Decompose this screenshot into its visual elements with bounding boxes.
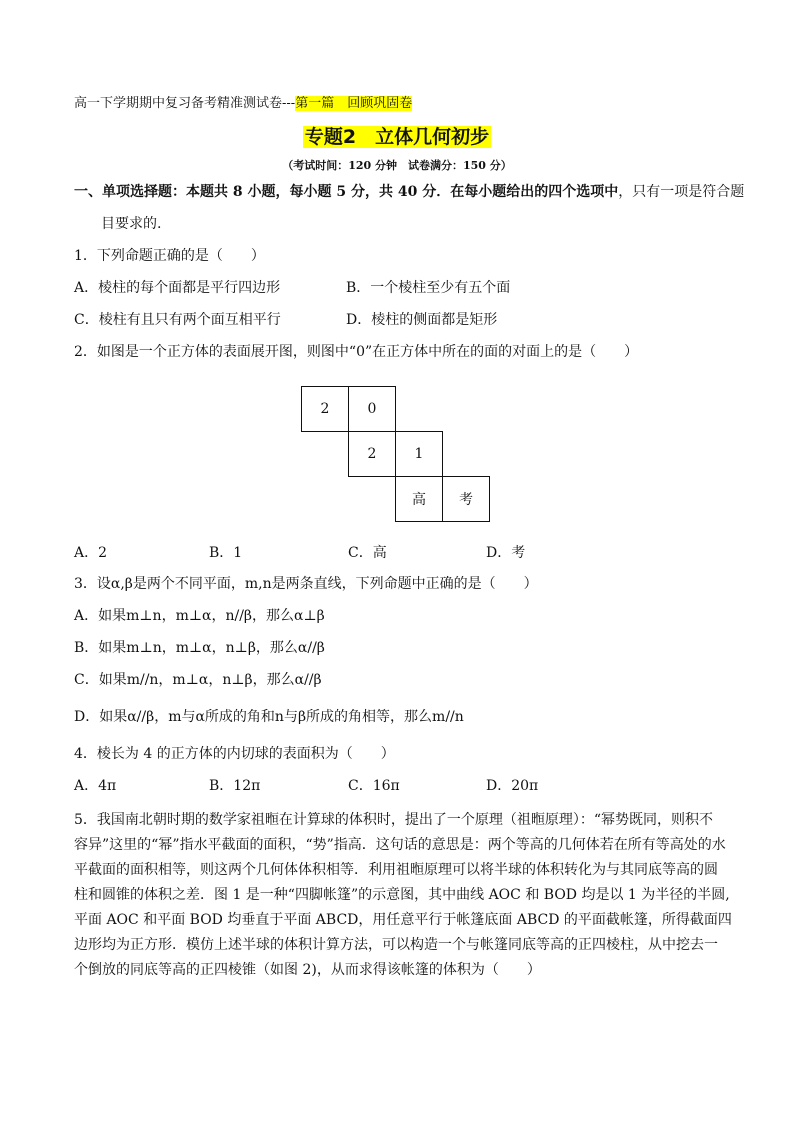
net-cell: 2: [301, 386, 349, 432]
net-cell: 高: [395, 476, 443, 522]
question-5-line: 容异”这里的“幂”指水平截面的面积，“势”指高．这句话的意思是：两个等高的几何体若在所有等高处的水: [74, 837, 726, 853]
header-prefix: 高一下学期期中复习备考精准测试卷---: [74, 96, 296, 111]
cube-net-diagram: [301, 386, 489, 521]
question-3-option-a: A．如果m⊥n，m⊥α，n//β，那么α⊥β: [74, 608, 325, 624]
question-5-line: 5．我国南北朝时期的数学家祖暅在计算球的体积时，提出了一个原理（祖暅原理）：“幂势既同，则积不: [74, 812, 714, 828]
section-emphasis: 四个选项中: [548, 184, 619, 200]
question-1-option-b: B．一个棱柱至少有五个面: [346, 280, 511, 296]
title-text: 专题2 立体几何初步: [304, 126, 490, 148]
question-5-line: 平面 AOC 和平面 BOD 均垂直于平面 ABCD，用任意平行于帐篷底面 ABCD 的平面截帐篷，所得截面四: [74, 912, 732, 928]
section-rules: 本题共 8 小题，每小题 5 分，共 40 分．在每小题给出的: [186, 184, 549, 200]
question-3-stem: 3．设α,β是两个不同平面，m,n是两条直线，下列命题中正确的是（ ）: [74, 576, 538, 592]
question-1-option-c: C．棱柱有且只有两个面互相平行: [74, 312, 281, 328]
question-4-option-d: D．20π: [486, 778, 539, 794]
question-2-option-d: D．考: [486, 545, 526, 561]
section-label: 一、单项选择题：: [74, 184, 186, 200]
question-5-line: 柱和圆锥的体积之差．图 1 是一种“四脚帐篷”的示意图，其中曲线 AOC 和 BOD 均是以 1 为半径的半圆,: [74, 887, 730, 903]
question-4-option-c: C．16π: [348, 778, 400, 794]
question-4-stem: 4．棱长为 4 的正方体的内切球的表面积为（ ）: [74, 746, 395, 762]
question-2-option-b: B．1: [209, 545, 243, 561]
question-5-stem: [74, 808, 734, 983]
question-2-option-c: C．高: [348, 545, 387, 561]
exam-info: （考试时间：120 分钟 试卷满分：150 分）: [282, 159, 512, 172]
net-cell: 1: [395, 431, 443, 477]
question-4-option-b: B．12π: [209, 778, 261, 794]
question-1-option-d: D．棱柱的侧面都是矩形: [346, 312, 498, 328]
question-3-option-c: C．如果m//n，m⊥α，n⊥β，那么α//β: [74, 672, 322, 688]
question-4-option-a: A．4π: [74, 778, 117, 794]
question-5-line: 边形均为正方形．模仿上述半球的体积计算方法，可以构造一个与帐篷同底等高的正四棱柱，从中挖去一: [74, 937, 718, 953]
section-rules-tail: ，只有一项是符合题: [618, 184, 745, 200]
question-3-option-d: D．如果α//β，m与α所成的角和n与β所成的角相等，那么m//n: [74, 709, 464, 725]
question-5-line: 个倒放的同底等高的正四棱锥（如图 2)，从而求得该帐篷的体积为（ ）: [74, 962, 541, 978]
section-heading-line2: 目要求的.: [101, 216, 162, 232]
page-title: [0, 123, 794, 151]
net-cell: 考: [442, 476, 490, 522]
header-highlight: 第一篇 回顾巩固卷: [295, 96, 413, 111]
question-1-option-a: A．棱柱的每个面都是平行四边形: [74, 280, 281, 296]
net-cell: 2: [348, 431, 396, 477]
section-heading: [74, 182, 744, 202]
question-1-stem: 1．下列命题正确的是（ ）: [74, 248, 265, 264]
question-2-option-a: A．2: [74, 545, 108, 561]
question-5-line: 平截面的面积相等，则这两个几何体体积相等．利用祖暅原理可以将半球的体积转化为与其同底等高的圆: [74, 862, 718, 878]
question-2-stem: 2．如图是一个正方体的表面展开图，则图中“0”在正方体中所在的面的对面上的是（ ）: [74, 344, 639, 360]
question-3-option-b: B．如果m⊥n，m⊥α，n⊥β，那么α//β: [74, 640, 325, 656]
exam-header: [74, 94, 412, 114]
net-cell: 0: [348, 386, 396, 432]
